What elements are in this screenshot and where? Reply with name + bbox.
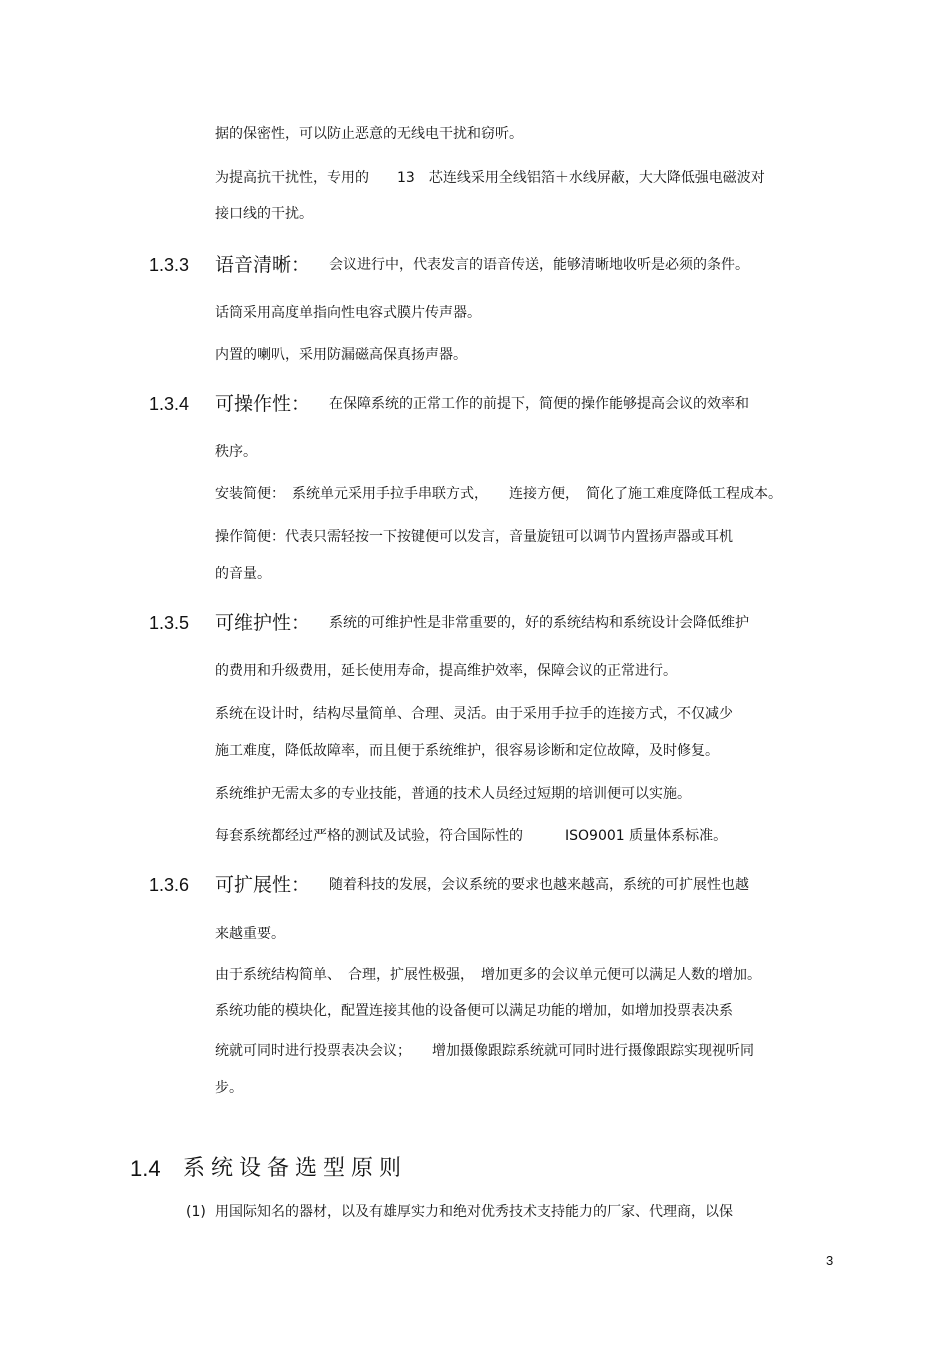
paragraph-line: 的费用和升级费用，延长使用寿命，提高维护效率，保障会议的正常进行。 — [215, 663, 677, 679]
section-title: 可扩展性： — [215, 874, 311, 896]
paragraph-line: 由于系统结构简单、 合理，扩展性极强， 增加更多的会议单元便可以满足人数的增加。 — [215, 967, 761, 983]
paragraph-line: 为提高抗干扰性，专用的 13 芯连线采用全线铝箔＋水线屏蔽，大大降低强电磁波对 — [215, 170, 765, 186]
heading-title: 系统设备选型原则 — [183, 1156, 408, 1181]
paragraph-line: 的音量。 — [215, 566, 271, 582]
list-item-text: 用国际知名的器材，以及有雄厚实力和绝对优秀技术支持能力的厂家、代理商，以保 — [215, 1204, 733, 1220]
paragraph-line: 秩序。 — [215, 444, 257, 460]
paragraph-line: 系统在设计时，结构尽量简单、合理、灵活。由于采用手拉手的连接方式，不仅减少 — [215, 706, 733, 722]
page-number: 3 — [826, 1253, 834, 1268]
section-title: 语音清晰： — [215, 254, 311, 276]
paragraph-line: 据的保密性，可以防止恶意的无线电干扰和窃听。 — [215, 126, 523, 142]
section-number: 1.3.4 — [149, 394, 190, 414]
list-marker: (1) — [186, 1204, 206, 1220]
paragraph-line: 话筒采用高度单指向性电容式膜片传声器。 — [215, 305, 481, 321]
section-title: 可操作性： — [215, 393, 311, 415]
paragraph-line: 内置的喇叭，采用防漏磁高保真扬声器。 — [215, 347, 467, 363]
paragraph-line: 步。 — [215, 1080, 243, 1096]
heading-number: 1.4 — [130, 1156, 161, 1181]
paragraph-line: 系统功能的模块化，配置连接其他的设备便可以满足功能的增加，如增加投票表决系 — [215, 1003, 733, 1019]
paragraph-line: 每套系统都经过严格的测试及试验，符合国际性的 ISO9001 质量体系标准。 — [215, 828, 728, 844]
paragraph-line: 施工难度，降低故障率，而且便于系统维护，很容易诊断和定位故障，及时修复。 — [215, 743, 719, 759]
section-description: 随着科技的发展，会议系统的要求也越来越高，系统的可扩展性也越 — [329, 877, 749, 893]
paragraph-line: 接口线的干扰。 — [215, 206, 313, 222]
section-description: 会议进行中，代表发言的语音传送，能够清晰地收听是必须的条件。 — [329, 257, 749, 273]
section-number: 1.3.5 — [149, 613, 190, 633]
paragraph-line: 来越重要。 — [215, 926, 285, 942]
paragraph-line: 系统维护无需太多的专业技能，普通的技术人员经过短期的培训便可以实施。 — [215, 786, 691, 802]
section-description: 在保障系统的正常工作的前提下，简便的操作能够提高会议的效率和 — [329, 396, 749, 412]
section-title: 可维护性： — [215, 612, 311, 634]
section-number: 1.3.6 — [149, 875, 190, 895]
paragraph-line: 安装简便： 系统单元采用手拉手串联方式， 连接方便， 简化了施工难度降低工程成本。 — [215, 486, 782, 502]
section-number: 1.3.3 — [149, 255, 190, 275]
paragraph-line: 统就可同时进行投票表决会议； 增加摄像跟踪系统就可同时进行摄像跟踪实现视听同 — [215, 1043, 754, 1059]
section-description: 系统的可维护性是非常重要的，好的系统结构和系统设计会降低维护 — [329, 615, 749, 631]
paragraph-line: 操作简便：代表只需轻按一下按键便可以发言，音量旋钮可以调节内置扬声器或耳机 — [215, 529, 733, 545]
